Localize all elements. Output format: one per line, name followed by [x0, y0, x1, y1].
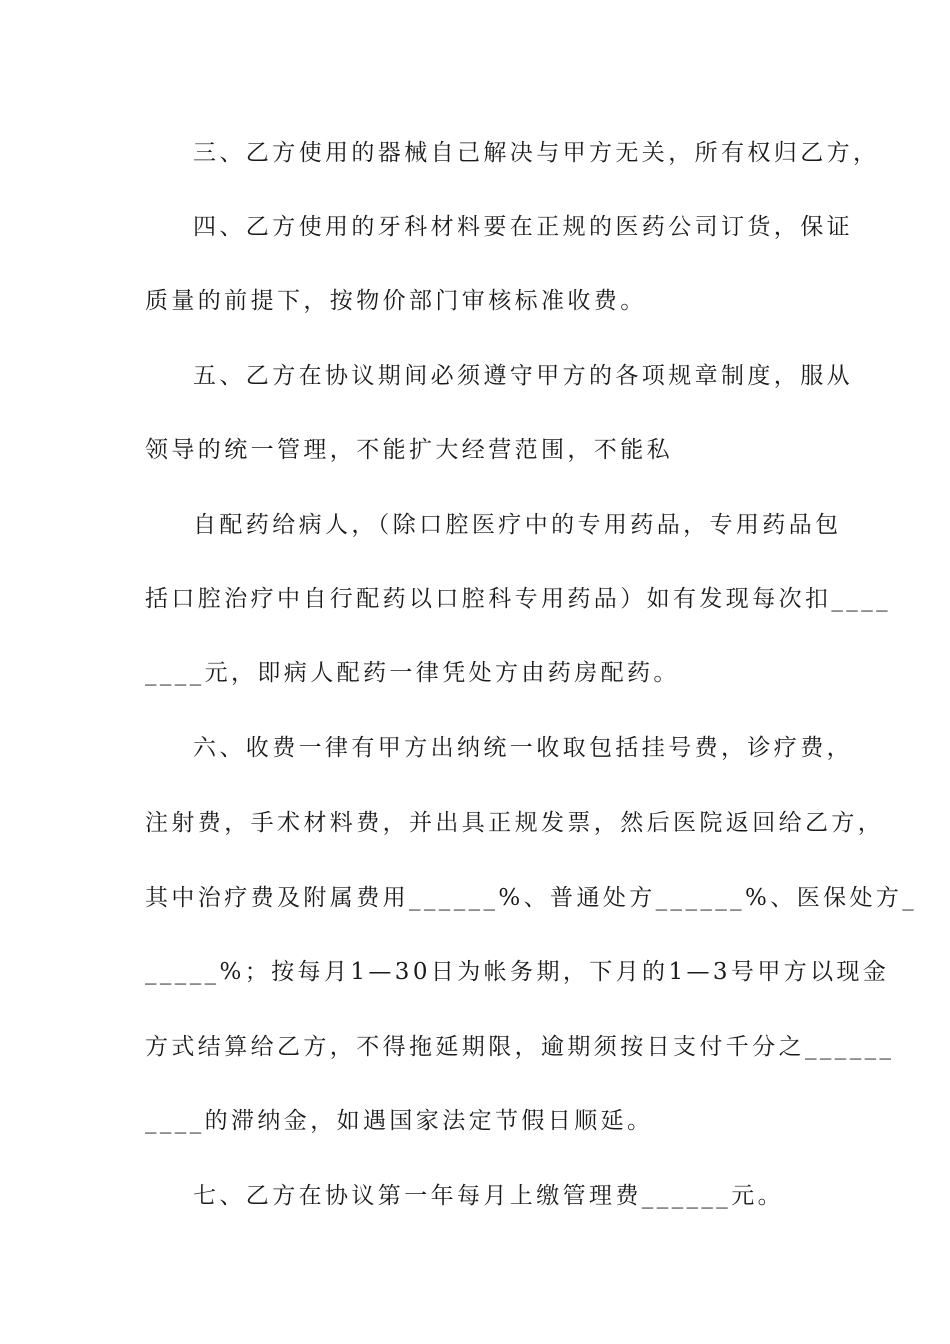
clause-5-line-3: 自配药给病人，（除口腔医疗中的专用药品，专用药品包	[193, 512, 842, 538]
clause-6-line-6: ____的滞纳金，如遇国家法定节假日顺延。	[145, 1108, 654, 1134]
clause-5-line-4: 括口腔治疗中自行配药以口腔科专用药品）如有发现每次扣____	[145, 586, 891, 612]
clause-6-line-3: 其中治疗费及附属费用______%、普通处方______%、医保处方_	[145, 885, 918, 911]
clause-6-line-1: 六、收费一律有甲方出纳统一收取包括挂号费，诊疗费，	[193, 735, 853, 761]
clause-4-line-1: 四、乙方使用的牙科材料要在正规的医药公司订货，保证	[193, 214, 853, 240]
clause-6-line-4: _____%；按每月1—30日为帐务期，下月的1—3号甲方以现金	[145, 959, 890, 985]
clause-6-line-5: 方式结算给乙方，不得拖延期限，逾期须按日支付千分之______	[145, 1034, 895, 1060]
clause-6-line-2: 注射费，手术材料费，并出具正规发票，然后医院返回给乙方，	[145, 810, 885, 836]
clause-5-line-1: 五、乙方在协议期间必须遵守甲方的各项规章制度，服从	[193, 363, 853, 389]
clause-3-line-1: 三、乙方使用的器械自己解决与甲方无关，所有权归乙方，	[193, 140, 880, 166]
clause-5-line-5: ____元，即病人配药一律凭处方由药房配药。	[145, 660, 680, 686]
clause-5-line-2: 领导的统一管理，不能扩大经营范围，不能私	[145, 437, 673, 463]
clause-4-line-2: 质量的前提下，按物价部门审核标准收费。	[145, 288, 647, 314]
clause-7-line-1: 七、乙方在协议第一年每月上缴管理费______元。	[193, 1183, 784, 1209]
